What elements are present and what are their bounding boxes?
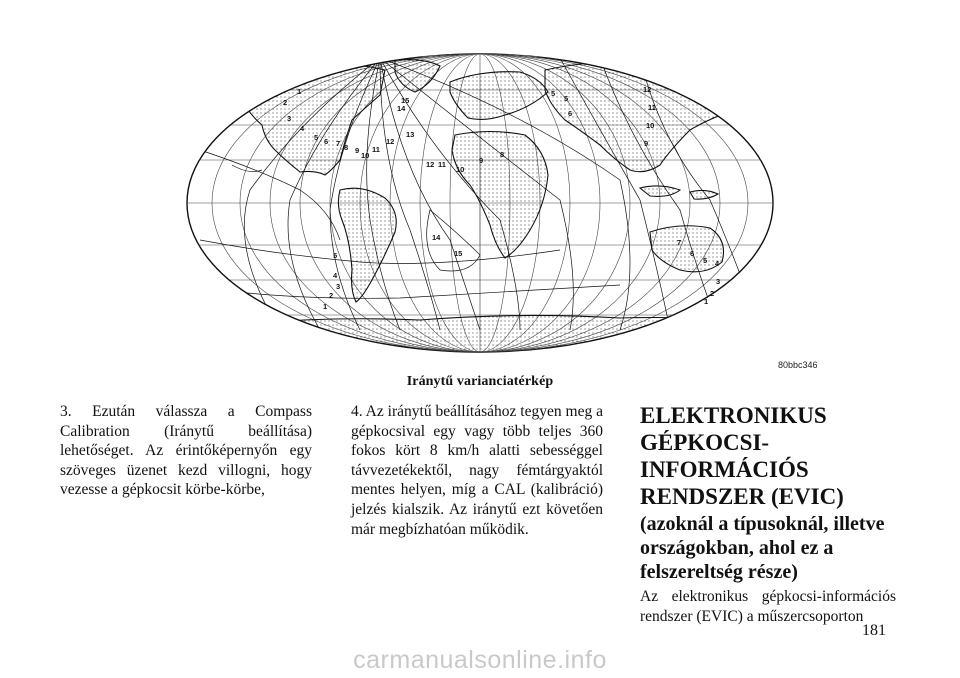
svg-text:3: 3 <box>716 277 721 286</box>
section-body: Az elektronikus gépkocsi-információs rendszer (EVIC) a műszercsoporton <box>640 588 896 625</box>
svg-text:1: 1 <box>297 87 302 96</box>
svg-text:14: 14 <box>432 233 441 242</box>
svg-text:6: 6 <box>690 249 695 258</box>
svg-text:12: 12 <box>386 137 395 146</box>
svg-text:2: 2 <box>283 98 288 107</box>
svg-text:5: 5 <box>333 251 338 260</box>
svg-text:12: 12 <box>643 85 652 94</box>
svg-text:5: 5 <box>564 94 569 103</box>
svg-text:6: 6 <box>324 137 329 146</box>
svg-text:9: 9 <box>355 146 360 155</box>
evic-section <box>640 402 896 626</box>
svg-text:10: 10 <box>456 165 465 174</box>
svg-text:7: 7 <box>336 139 341 148</box>
svg-text:4: 4 <box>333 271 338 280</box>
watermark: carmanualsonline.info <box>353 646 607 674</box>
svg-text:3: 3 <box>336 282 341 291</box>
svg-text:12: 12 <box>426 160 435 169</box>
svg-text:8: 8 <box>500 150 505 159</box>
svg-text:7: 7 <box>677 238 682 247</box>
svg-text:14: 14 <box>397 104 406 113</box>
svg-text:4: 4 <box>300 124 305 133</box>
svg-text:9: 9 <box>644 139 649 148</box>
svg-text:10: 10 <box>361 151 370 160</box>
svg-text:5: 5 <box>314 133 319 142</box>
svg-text:15: 15 <box>454 249 463 258</box>
section-subheading: (azoknál a típusoknál, illetve országokban, ahol ez a felszereltség része) <box>640 513 885 583</box>
svg-text:2: 2 <box>710 289 715 298</box>
svg-text:5: 5 <box>551 89 556 98</box>
figure-caption: Iránytű varianciatérkép <box>406 374 554 389</box>
svg-text:11: 11 <box>438 160 446 169</box>
figure-code: 80bbc346 <box>778 360 818 370</box>
svg-text:13: 13 <box>406 130 415 139</box>
svg-text:1: 1 <box>704 297 709 306</box>
svg-text:11: 11 <box>648 103 656 112</box>
svg-text:6: 6 <box>568 109 573 118</box>
section-heading: ELEKTRONIKUS GÉPKOCSI-INFORMÁCIÓS RENDSZER (EVIC) <box>640 403 844 509</box>
svg-text:4: 4 <box>715 259 720 268</box>
svg-text:9: 9 <box>479 156 484 165</box>
svg-text:5: 5 <box>703 256 708 265</box>
svg-text:3: 3 <box>287 114 292 123</box>
page-number: 181 <box>862 622 886 639</box>
svg-text:11: 11 <box>372 145 380 154</box>
svg-text:2: 2 <box>329 291 334 300</box>
paragraph-step-4: 4. Az iránytű beállításához tegyen meg a gépkocsival egy vagy több teljes 360 fokos kört 8 km/h alatti sebességgel távvezetékektől, nagy fémtárgyaktól mentes helyen, míg a CAL (kalibráció) jelzés kialszik. Az iránytű ezt követően már megbízhatóan működik. <box>351 403 603 538</box>
svg-text:8: 8 <box>344 143 349 152</box>
svg-text:10: 10 <box>646 121 655 130</box>
svg-text:15: 15 <box>401 96 410 105</box>
paragraph-step-3: 3. Ezután válassza a Compass Calibration (Iránytű beállítása) lehetőséget. Az érintőképernyőn egy szöveges üzenet kezd villogni, hogy vezesse a gépkocsit körbe-körbe, <box>60 403 312 499</box>
svg-text:1: 1 <box>323 302 328 311</box>
